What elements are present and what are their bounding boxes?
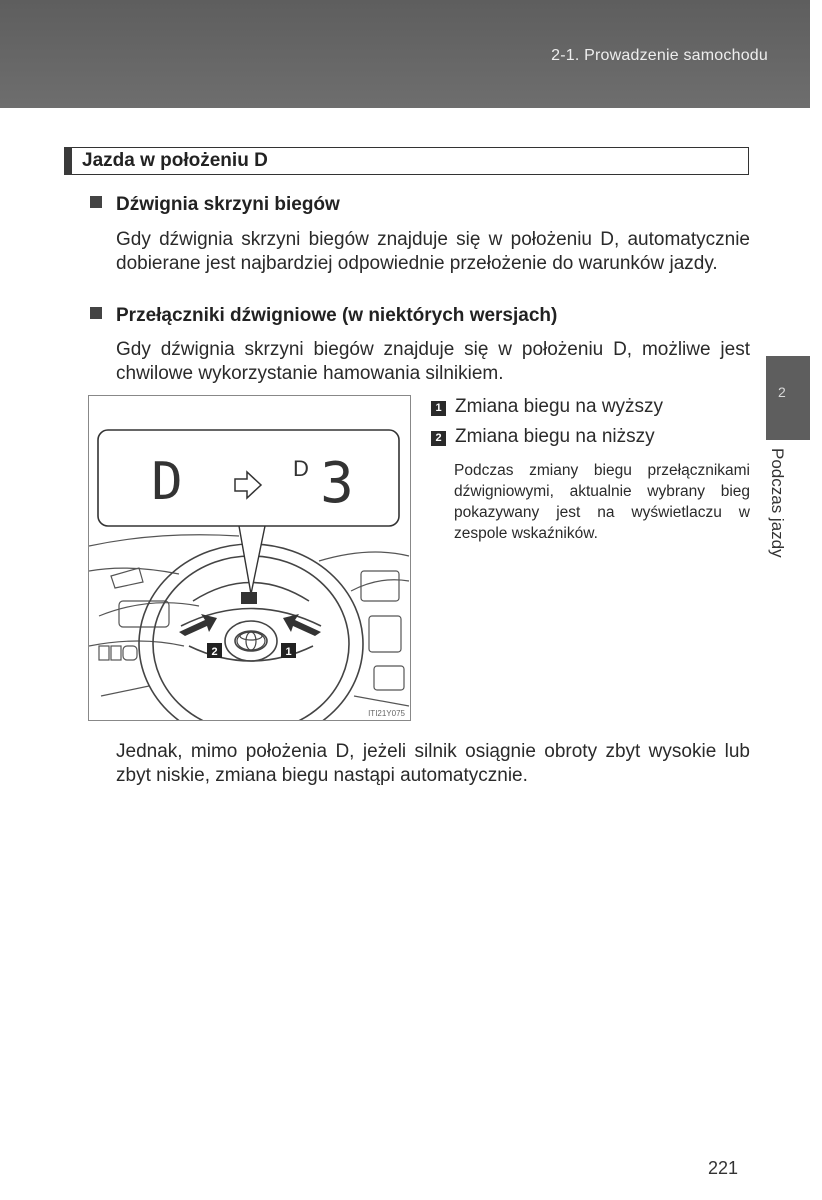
display-gear-char: 3 xyxy=(320,451,354,516)
subsection-heading-text: Dźwignia skrzyni biegów xyxy=(116,194,340,215)
display-segment xyxy=(241,592,257,604)
chapter-tab-number: 2 xyxy=(778,384,786,400)
chapter-title: 2-1. Prowadzenie samochodu xyxy=(551,47,768,64)
vent-icon xyxy=(99,646,137,660)
legend-label: Zmiana biegu na wyższy xyxy=(455,396,664,417)
display-mode-char: D xyxy=(293,456,309,481)
subsection-heading-text: Przełączniki dźwigniowe (w niektórych wersjach) xyxy=(116,305,558,326)
figure-code: ITI21Y075 xyxy=(368,709,405,718)
subsection-text-lever: Gdy dźwignia skrzyni biegów znajduje się w położeniu D, automatycznie dobierane jest najbardziej odpowiednie przełożenie do warunków jazdy. xyxy=(116,229,750,274)
square-bullet-icon xyxy=(90,307,102,319)
chapter-side-label-text: Podczas jazdy xyxy=(768,448,787,558)
figure-note: Podczas zmiany biegu przełącznikami dźwigniowymi, aktualnie wybrany bieg pokazywany jest na wyświetlaczu w zespole wskaźników. xyxy=(454,462,750,542)
toyota-logo-icon xyxy=(237,632,265,650)
header-band xyxy=(0,0,810,108)
subsection-heading-paddles xyxy=(90,305,557,327)
chapter-tab xyxy=(766,356,810,440)
steering-wheel-illustration xyxy=(88,395,411,721)
chapter-side-label xyxy=(760,448,790,598)
legend-number: 2 xyxy=(431,431,446,446)
section-heading xyxy=(64,147,749,175)
display-left-char: D xyxy=(151,452,183,512)
legend-item-downshift xyxy=(431,426,655,448)
legend-number: 1 xyxy=(431,401,446,416)
legend-item-upshift xyxy=(431,396,663,418)
legend-label: Zmiana biegu na niższy xyxy=(455,426,655,447)
section-heading-bar xyxy=(64,147,72,175)
illustration-svg xyxy=(89,396,410,720)
page-number: 221 xyxy=(708,1158,739,1178)
subsection-heading-lever xyxy=(90,194,340,216)
section-title: Jazda w położeniu D xyxy=(82,150,268,171)
callout-1-label: 1 xyxy=(285,646,292,658)
subsection-text-paddles: Gdy dźwignia skrzyni biegów znajduje się w położeniu D, możliwe jest chwilowe wykorzystanie hamowania silnikiem. xyxy=(116,339,750,384)
callout-2-label: 2 xyxy=(211,646,218,658)
square-bullet-icon xyxy=(90,196,102,208)
closing-paragraph: Jednak, mimo położenia D, jeżeli silnik osiągnie obroty zbyt wysokie lub zbyt niskie, zmiana biegu nastąpi automatycznie. xyxy=(116,741,750,786)
